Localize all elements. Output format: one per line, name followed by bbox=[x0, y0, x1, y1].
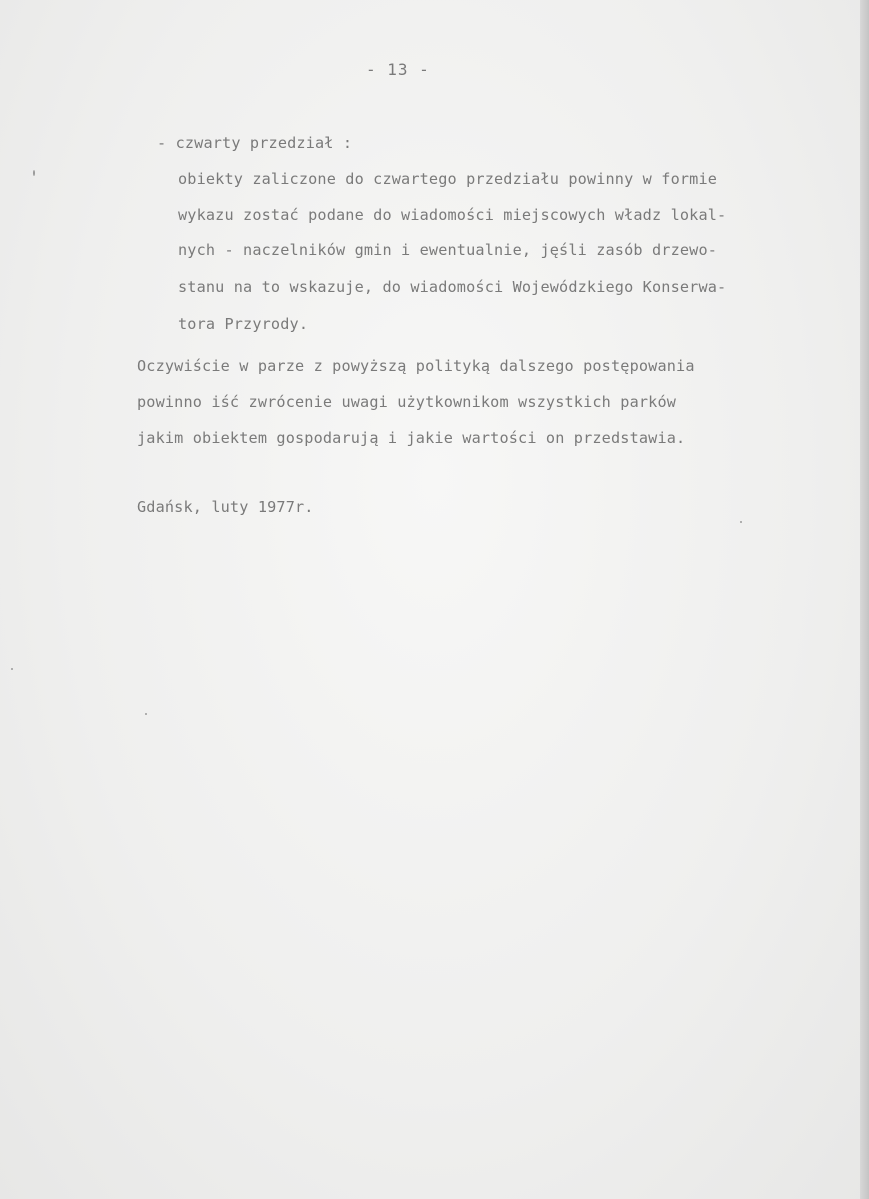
paragraph-line: Oczywiście w parze z powyższą polityką dalszego postępowania bbox=[137, 357, 695, 375]
scan-speck bbox=[740, 521, 742, 523]
scan-speck bbox=[145, 713, 147, 715]
scan-speck bbox=[33, 170, 35, 176]
page-number: - 13 - bbox=[366, 60, 430, 79]
section-line: tora Przyrody. bbox=[178, 315, 309, 333]
place-and-date: Gdańsk, luty 1977r. bbox=[137, 498, 314, 516]
paragraph-line: jakim obiektem gospodarują i jakie wartości on przedstawia. bbox=[137, 429, 686, 447]
section-line: stanu na to wskazuje, do wiadomości Wojewódzkiego Konserwa- bbox=[178, 278, 727, 296]
section-line: obiekty zaliczone do czwartego przedziału powinny w formie bbox=[178, 170, 718, 188]
section-line: nych - naczelników gmin i ewentualnie, jęśli zasób drzewo- bbox=[178, 241, 718, 259]
page-edge-shadow bbox=[860, 0, 869, 1199]
section-heading: - czwarty przedział : bbox=[157, 134, 353, 152]
paragraph-line: powinno iść zwrócenie uwagi użytkownikom wszystkich parków bbox=[137, 393, 677, 411]
scan-speck bbox=[11, 668, 13, 670]
section-line: wykazu zostać podane do wiadomości miejscowych władz lokal- bbox=[178, 206, 727, 224]
